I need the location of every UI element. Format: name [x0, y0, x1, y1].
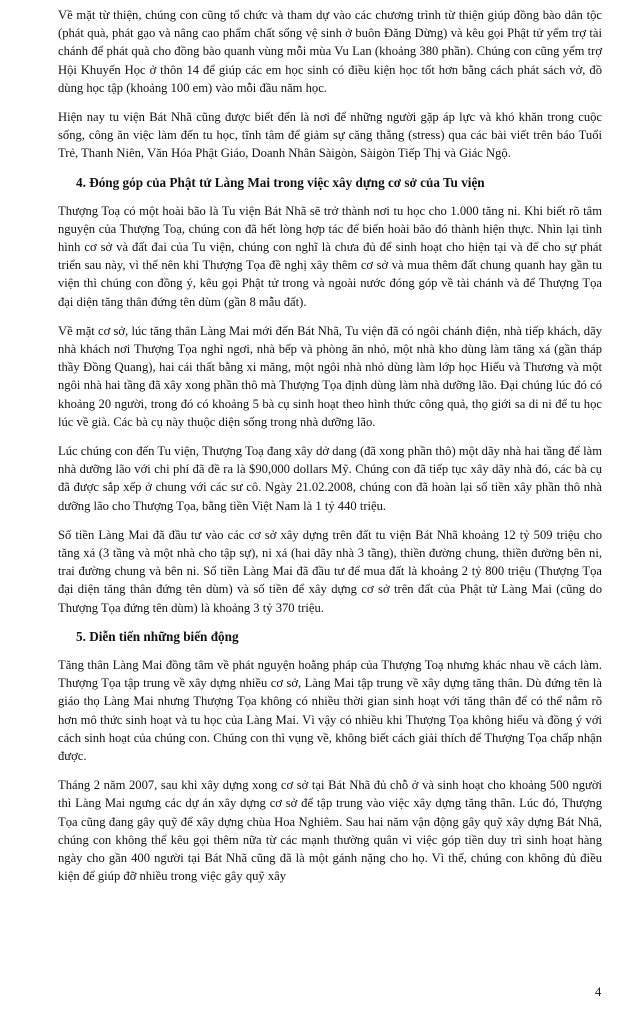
- paragraph-facilities: Về mặt cơ sở, lúc tăng thân Làng Mai mới đến Bát Nhã, Tu viện đã có ngôi chánh điện, nhà tiếp khách, dãy nhà khách nơi Thượng Tọa nghỉ ngơi, nhà bếp và phòng ăn nhỏ, một nhà kho dùng làm tăng xá (gần tháp thầy Đồng Quang), hai cái thất bằng xi măng, một ngôi nhà nhỏ dùng làm lớp học Hiếu và Thương và một ngôi nhà hai tầng đã xây xong phần thô mà Thượng Tọa định dùng làm nhà dưỡng lão. Đại chúng lúc đó có khoảng 20 người, trong đó có khoảng 5 bà cụ sinh hoạt theo hình thức công quả, thọ giới sa di ni để tu học lúc về già. Các bà cụ này thuộc diện sống trong nhà dưỡng lão.: [58, 323, 602, 429]
- document-body: [58, 6, 602, 896]
- paragraph-nursing-home: Lúc chúng con đến Tu viện, Thượng Toạ đang xây dở dang (đã xong phần thô) một dãy nhà hai tầng để làm nhà dưỡng lão với chi phí đã đề ra là $90,000 dollars Mỹ. Chúng con đã tiếp tục xây dãy nhà đó, các bà cụ đã được sắp xếp ở chung với các sư cô. Ngày 21.02.2008, chúng con đã hoàn lại số tiền xây phần thô nhà dưỡng lão cho Thượng Tọa, bằng tiền Việt Nam là 1 tỷ 440 triệu.: [58, 444, 602, 513]
- paragraph-vision: Thượng Toạ có một hoài bão là Tu viện Bát Nhã sẽ trở thành nơi tu học cho 1.000 tăng ni. Khi biết rõ tâm nguyện của Thượng Toạ, chúng con đã hết lòng hợp tác để biến hoài bão đó thành hiện thực. Nhìn lại tình hình cơ sở và đất đai của Tu viện, chúng con nghĩ là chưa đủ để sinh hoạt cho hiện tại và để cho sự phát triển sau này, vì thế nên khi Thượng Tọa đề nghị xây thêm cơ sở và mua thêm đất chung quanh hay gần tu viện thì chúng con đồng ý, kêu gọi Phật tử trong và ngoài nước đóng góp về tài chánh và để Thượng Tọa đại diện tăng thân đứng tên dùm (gần 8 mẫu đất).: [58, 203, 602, 309]
- paragraph-reputation: Hiện nay tu viện Bát Nhã cũng được biết đến là nơi để những người gặp áp lực và khó khăn trong cuộc sống, công ăn việc làm đến tu học, tĩnh tâm để giảm sự căng thẳng (stress) qua các bài viết trên báo Tuổi Trẻ, Thanh Niên, Văn Hóa Phật Giáo, Doanh Nhân Sàigòn, Sàigòn Tiếp Thị và Giác Ngộ.: [58, 110, 602, 161]
- section-heading-5: 5. Diễn tiến những biến động: [76, 628, 239, 644]
- section-heading-4: 4. Đóng góp của Phật tử Làng Mai trong việc xây dựng cơ sở của Tu viện: [76, 174, 485, 190]
- paragraph-differences: Tăng thân Làng Mai đồng tâm về phát nguyện hoằng pháp của Thượng Toạ nhưng khác nhau về cách làm. Thượng Tọa tập trung về xây dựng nhiều cơ sở, Làng Mai tập trung về xây dựng tăng thân. Dù đứng tên là giáo thọ Làng Mai nhưng Thượng Tọa không có nhiều thời gian sinh hoạt với tăng thân để có thể nắm rõ hơn mô thức sinh hoạt và tu học của Làng Mai. Vì vậy có nhiều khi Thượng Tọa không hiểu và đồng ý với cách sinh hoạt của chúng con. Chúng con thì vụng về, không biết cách giải thích để Thượng Tọa chấp nhận được.: [58, 657, 602, 763]
- page-number: 4: [595, 985, 602, 999]
- paragraph-investment: Số tiền Làng Mai đã đầu tư vào các cơ sở xây dựng trên đất tu viện Bát Nhã khoảng 12 tỷ 509 triệu cho tăng xá (3 tầng và một nhà cho tập sự), ni xá (hai dãy nhà 3 tầng), thiền đường chung, thiền đường bên ni, trai đường chung và bên ni. Số tiền Làng Mai đã đầu tư để mua đất là khoảng 2 tỷ 800 triệu (Thượng Tọa đại diện tăng thân đứng tên dùm) và số tiền để xây dựng cơ sở trên đất của Phật tử Làng Mai (cũng do Thượng Tọa đứng tên dùm) là khoảng 3 tỷ 370 triệu.: [58, 527, 602, 615]
- paragraph-fundraising: Tháng 2 năm 2007, sau khi xây dựng xong cơ sở tại Bát Nhã đủ chỗ ở và sinh hoạt cho khoảng 500 người thì Làng Mai ngưng các dự án xây dựng cơ sở để tập trung vào việc xây dựng tăng thân. Lúc đó, Thượng Tọa cũng đang gây quỹ để xây dựng chùa Hoa Nghiêm. Sau hai năm vận động gây quỹ xây dựng Bát Nhã, chúng con không thể kêu gọi thêm nữa từ các mạnh thường quân vì việc góp tiền duy trì sinh hoạt hàng ngày cho gần 400 người tại Bát Nhã cũng đã là một gánh nặng cho họ. Vì thế, chúng con không đủ điều kiện để giúp đỡ nhiều trong việc gây quỹ xây: [58, 778, 602, 884]
- paragraph-charity: Về mặt từ thiện, chúng con cũng tổ chức và tham dự vào các chương trình từ thiện giúp đồng bào dân tộc (phát quà, phát gạo và nâng cao phẩm chất sống vệ sinh ở buôn Đăng Dừng) và kêu gọi Phật tử yểm trợ tài chánh để phát quà cho đồng bào quanh vùng mỗi mùa Vu Lan (khoảng 380 phần). Chúng con cũng yểm trợ Hội Khuyến Học ở thôn 14 để giúp các em học sinh có điều kiện học tốt hơn bằng cách phát sách vở, đồ dùng học tập (khoảng 100 em) vào mỗi đầu năm học.: [58, 8, 602, 95]
